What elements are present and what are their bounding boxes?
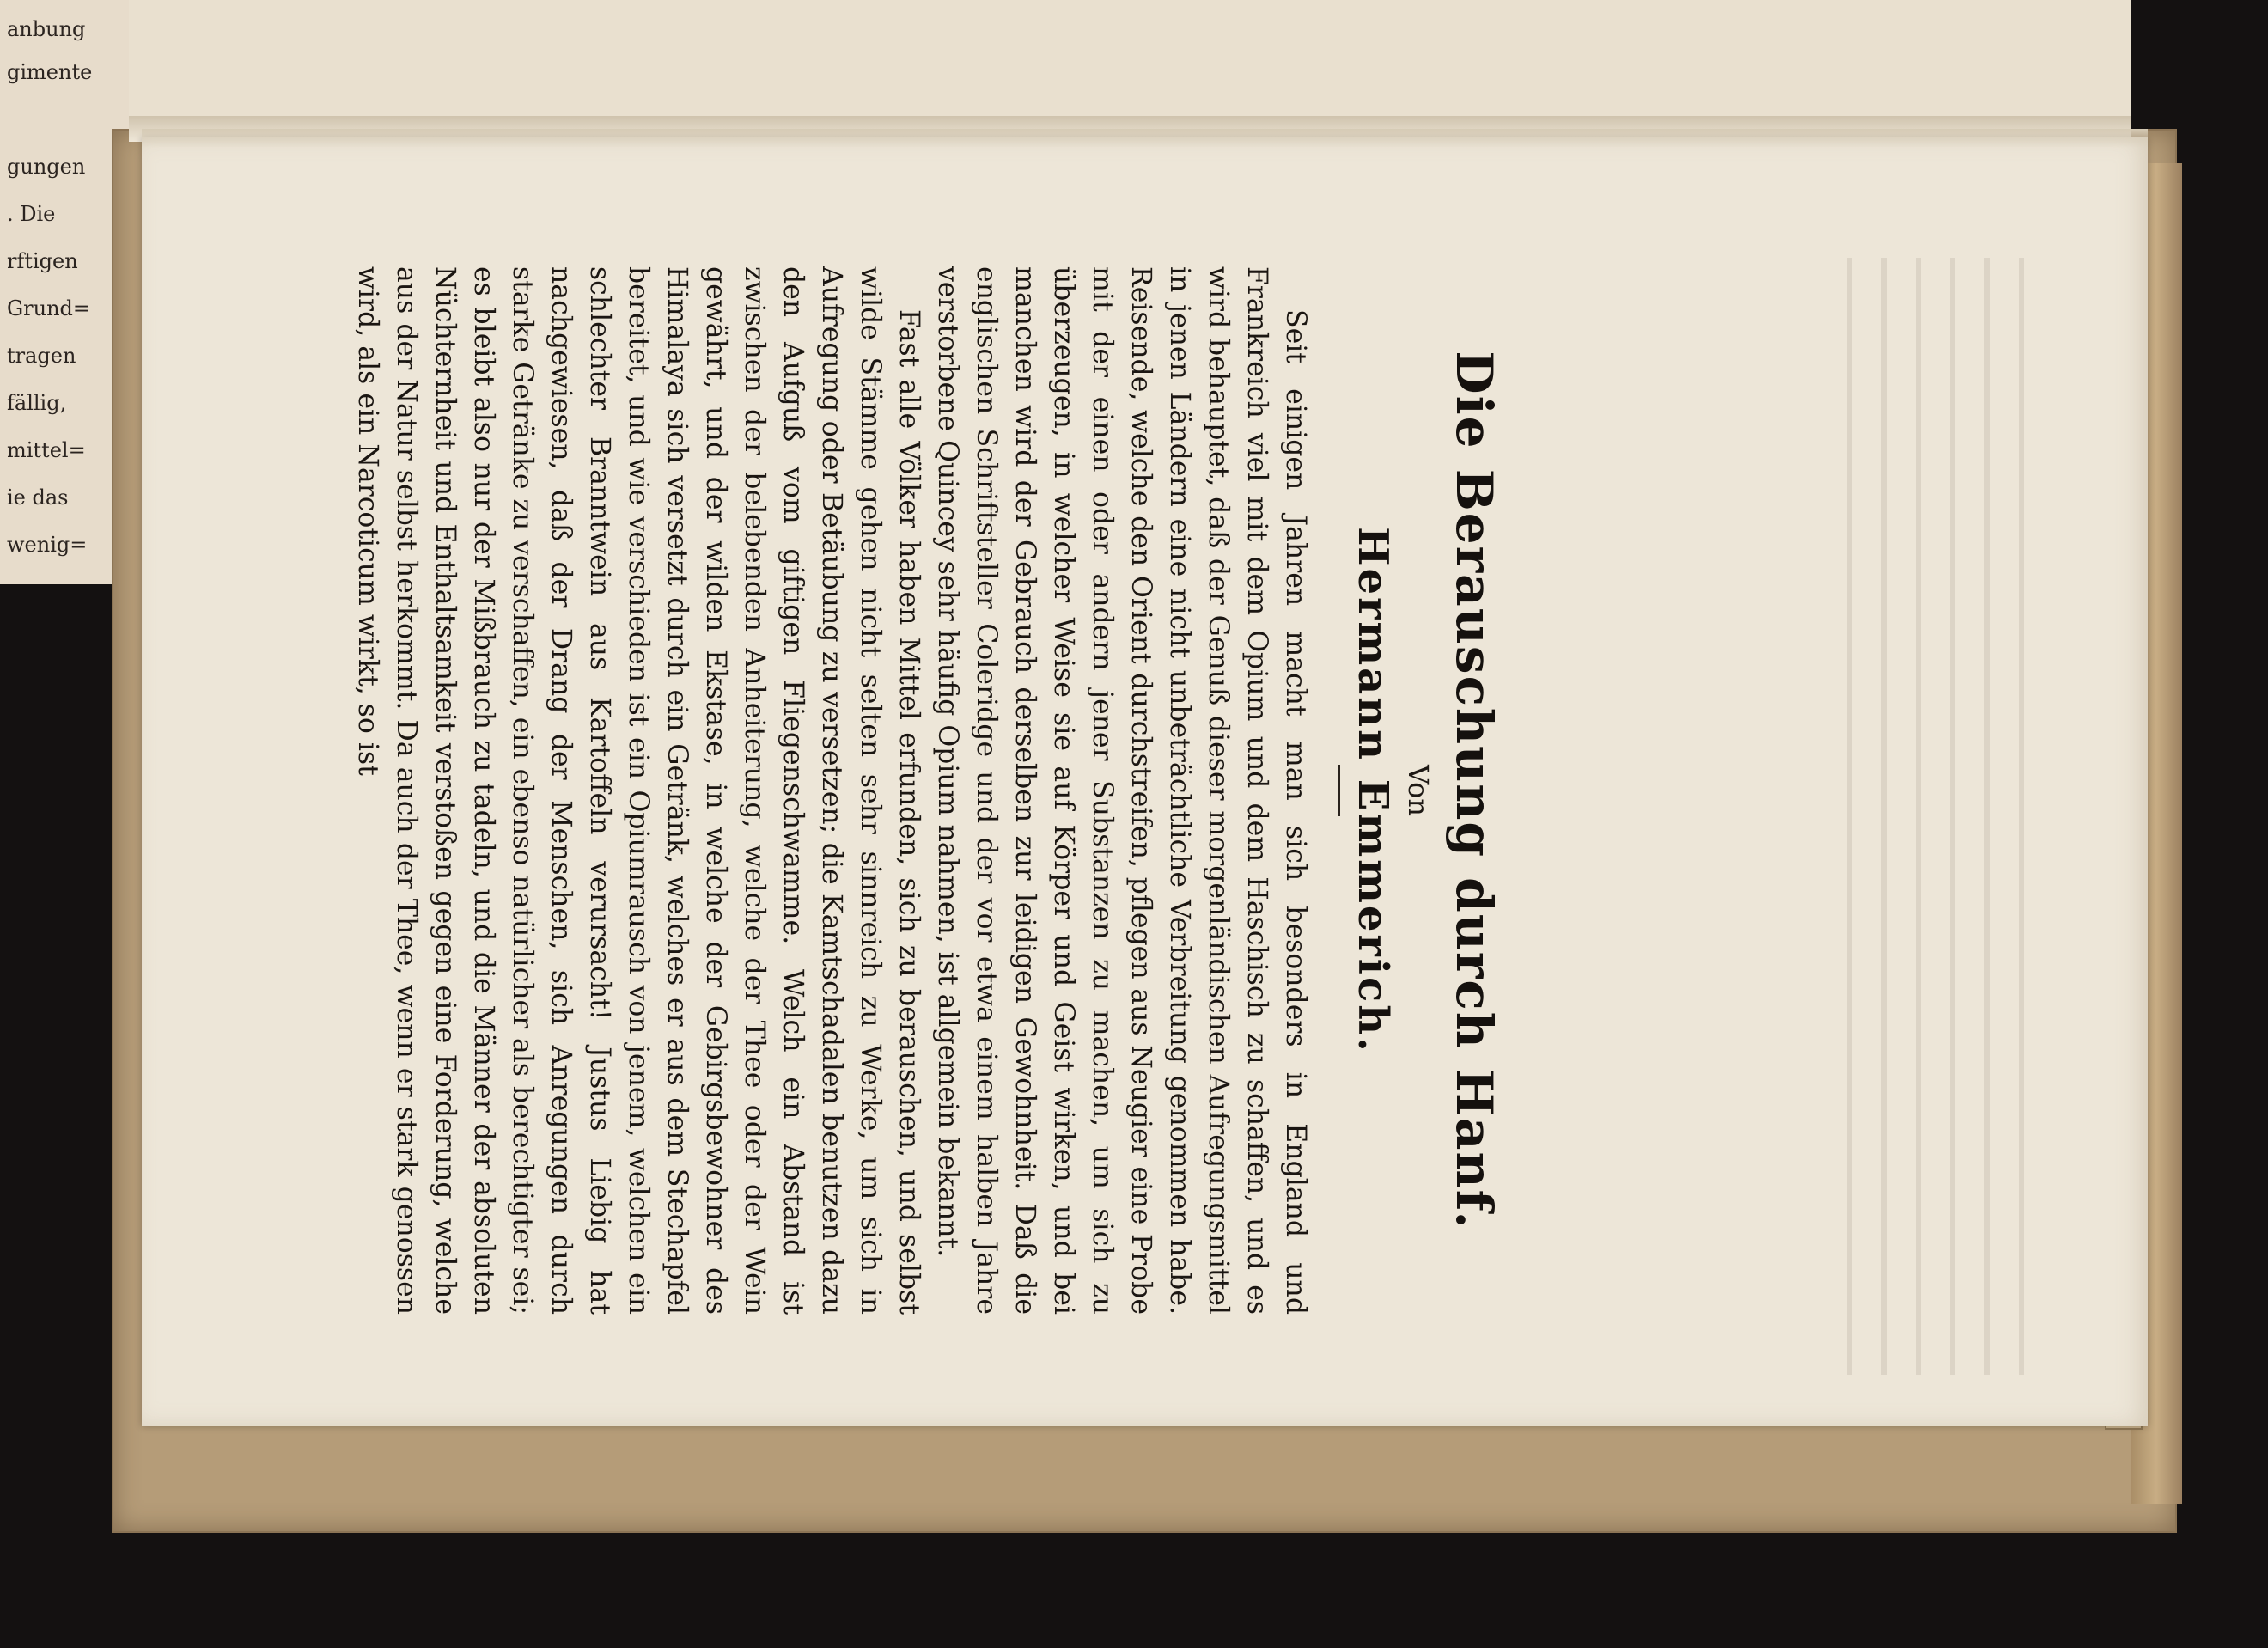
prev-line: ie das xyxy=(7,485,69,510)
title-rule xyxy=(1338,765,1340,816)
prev-line: wenig= xyxy=(7,533,88,557)
prev-line: fällig, xyxy=(7,391,67,415)
author-name: Hermann Emmerich. xyxy=(1349,527,1397,1054)
prev-line: gimente xyxy=(7,60,93,84)
prev-line: mittel= xyxy=(7,438,86,462)
prev-line: rftigen xyxy=(7,249,78,273)
prev-line: anbung xyxy=(7,17,86,41)
prev-line: . Die xyxy=(7,202,56,226)
page-shadow xyxy=(142,129,2148,148)
prev-line: tragen xyxy=(7,344,76,368)
prev-line: Grund= xyxy=(7,296,91,320)
previous-page-text-strip xyxy=(0,0,129,584)
text-column xyxy=(326,258,1503,1315)
previous-page-edge xyxy=(0,0,2131,127)
article-body xyxy=(348,266,1314,1315)
paragraph: Fast alle Völker haben Mittel erfunden, sich zu berauschen, und selbst wilde Stämme gehen nicht selten sehr sinnreich zu Werke, um sich in Aufregung oder Betäubung zu versetzen; die Kamtschadalen benutzen dazu den Aufguß vom giftigen Fliegenschwamme. Welch ein Abstand ist zwischen der belebenden Anheiterung, welche der Thee oder der Wein gewährt, und der wilden Ekstase, in welche der Gebirgsbewohner des Himalaya sich versetzt durch ein Getränk, welches er aus dem Stechapfel bereitet, und wie verschieden ist ein Opiumrausch von jenem, welchen ein schlechter Branntwein aus Kartoffeln verursacht! Justus Liebig hat nachgewiesen, daß der Drang der Menschen, sich Anregungen durch starke Getränke zu verschaffen, ein ebenso natürlicher als berechtigter sei; es bleibt also nur der Mißbrauch zu tadeln, und die Männer der absoluten Nüchternheit und Enthaltsamkeit verstoßen gegen eine Forderung, welche aus der Natur selbst herkommt. Da auch der Thee, wenn er stark genossen wird, als ein Narcoticum wirkt, so ist xyxy=(352,266,924,1315)
prev-line: gungen xyxy=(7,155,86,179)
paragraph: Seit einigen Jahren macht man sich besonders in England und Frankreich viel mit dem Opium und dem Haschisch zu schaffen, und es wird behauptet, daß der Genuß dieser morgenländischen Aufregungsmittel in jenen Ländern eine nicht unbeträchtliche Verbreitung genommen habe. Reisende, welche den Orient durchstreifen, pflegen aus Neugier eine Probe mit der einen oder andern jener Substanzen zu machen, um sich zu überzeugen, in welcher Weise sie auf Körper und Geist wirken, und bei manchen wird der Gebrauch derselben zur leidigen Gewohnheit. Daß die englischen Schriftsteller Coleridge und der vor etwa einem halben Jahre verstorbene Quincey sehr häufig Opium nahmen, ist allgemein bekannt. xyxy=(932,266,1311,1315)
rotated-text-block xyxy=(301,258,1503,1461)
show-through-text xyxy=(1847,258,2036,1375)
article-title: Die Berauschung durch Hanf. xyxy=(1445,351,1503,1230)
byline-von: Von xyxy=(1402,764,1435,817)
